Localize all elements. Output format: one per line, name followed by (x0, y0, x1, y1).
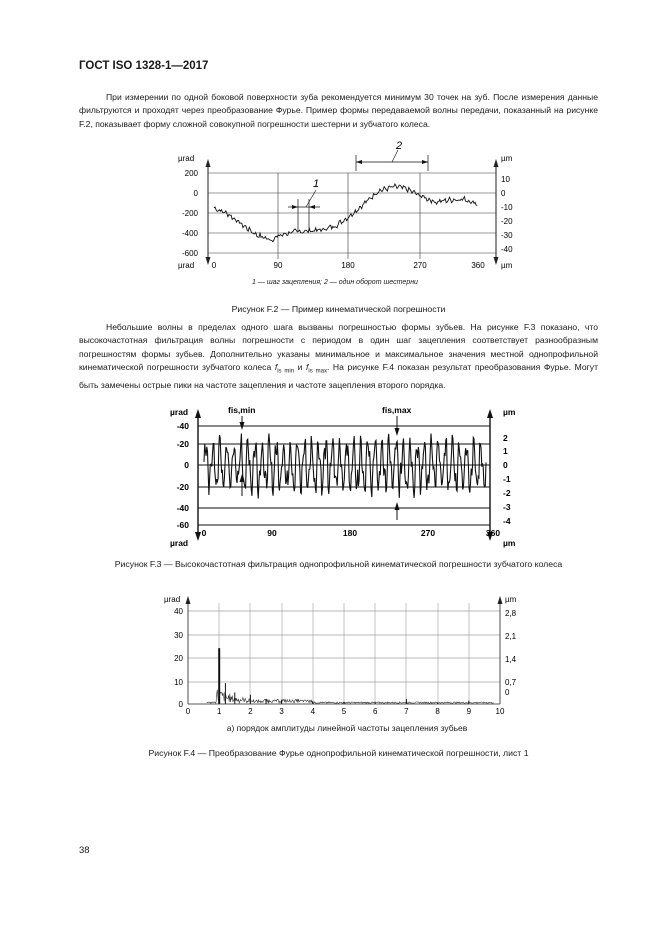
f2-xtick: 360 (471, 261, 485, 270)
f2-annotation-1-marker (288, 190, 320, 231)
paragraph-1 (79, 91, 598, 131)
f4-ytick-left: 0 (178, 700, 183, 709)
f3-max-marker (395, 416, 400, 520)
f4-xtick: 8 (435, 707, 440, 716)
f2-grid (206, 159, 499, 265)
document-header: ГОСТ ISO 1328-1—2017 (79, 60, 209, 72)
f3-left-unit-bottom: µrad (170, 538, 189, 548)
f3-ytick-right: -1 (503, 474, 511, 484)
f4-ytick-right: 2,8 (505, 609, 517, 618)
f2-right-unit: µm (501, 154, 513, 163)
f4-right-unit: µm (505, 595, 517, 604)
f3-right-unit: µm (503, 407, 516, 417)
paragraph-2-text (79, 321, 598, 393)
figure-f3-chart (160, 398, 540, 550)
f3-xtick: 270 (420, 528, 436, 538)
f4-ytick-right: 1,4 (505, 655, 517, 664)
f4-left-unit: µrad (164, 595, 181, 604)
f2-xtick: 180 (341, 261, 355, 270)
f3-ytick-left: -20 (176, 482, 189, 492)
f4-ytick-left: 10 (174, 678, 183, 687)
f2-annotation-2-marker (356, 150, 428, 171)
f2-ytick-left: 0 (193, 189, 198, 198)
paragraph-2 (79, 321, 598, 393)
f4-xtick: 7 (404, 707, 409, 716)
f2-ytick-right: 0 (501, 189, 506, 198)
f3-xtick: 180 (342, 528, 358, 538)
f3-ytick-right: -4 (503, 516, 511, 526)
f3-xtick: 360 (485, 528, 501, 538)
f3-annotation-min: fis,min (228, 405, 256, 415)
page-number: 38 (79, 845, 90, 856)
f2-annotation-2: 2 (396, 140, 403, 152)
f4-ytick-left: 20 (174, 654, 183, 663)
f2-xtick: 0 (211, 261, 217, 270)
f2-ytick-right: -20 (501, 217, 513, 226)
paragraph-2-and: и (294, 362, 307, 373)
paragraph-2-part-b: . На рисунке F.4 показан результат преобразования Фурье. Могут быть замечены острые пики на частоте зацепления и частоте зацепления второго порядка. (79, 362, 599, 391)
f3-ytick-right: 1 (503, 446, 508, 456)
f4-ytick-left: 30 (174, 631, 183, 640)
f4-ytick-right: 2,1 (505, 632, 517, 641)
f4-caption: Рисунок F.4 — Преобразование Фурье однопрофильной кинематической погрешности, лист 1 (148, 748, 529, 758)
f4-xtick: 0 (185, 707, 191, 716)
f3-left-unit: µrad (170, 407, 189, 417)
f3-ytick-left: -20 (176, 439, 189, 449)
f4-xtick: 2 (248, 707, 253, 716)
f3-ytick-left: -40 (176, 421, 189, 431)
f4-xtick: 4 (310, 707, 316, 716)
f2-caption: Рисунок F.2 — Пример кинематической погрешности (231, 304, 446, 314)
f2-ytick-left: -400 (181, 229, 198, 238)
f4-ytick-right: 0,7 (505, 678, 517, 687)
f3-series-line (204, 434, 486, 499)
f4-xtick: 5 (341, 707, 347, 716)
f4-xtick: 6 (372, 707, 378, 716)
f2-annotation-1: 1 (313, 178, 320, 190)
f4-xtick: 9 (466, 707, 472, 716)
f4-grid (186, 596, 503, 704)
f2-ytick-right: -10 (501, 203, 513, 212)
f2-ytick-left: -200 (181, 209, 198, 218)
f4-xtick: 1 (216, 707, 222, 716)
f2-left-unit: µrad (178, 154, 195, 163)
f2-ytick-right: 10 (501, 175, 510, 184)
f3-xtick: 90 (267, 528, 277, 538)
f2-legend: 1 — шаг зацепления; 2 — один оборот шестерни (252, 279, 418, 286)
f3-ytick-right: -3 (503, 502, 511, 512)
f3-ytick-right: 0 (503, 460, 508, 470)
f2-xtick: 270 (413, 261, 427, 270)
subscript-is-min: is min (277, 368, 295, 375)
f3-xtick: 0 (201, 528, 207, 538)
f3-ytick-right: 2 (503, 433, 508, 443)
f2-ytick-left: 200 (184, 169, 198, 178)
f4-ytick-left: 40 (174, 607, 183, 616)
figure-f2-chart (170, 135, 530, 275)
f2-ytick-right: -40 (501, 245, 513, 254)
f2-ytick-left: -600 (181, 249, 198, 258)
f4-xtick: 3 (279, 707, 284, 716)
f3-annotation-max: fis,max (382, 405, 412, 415)
paragraph-1-text: При измерении по одной боковой поверхности зуба рекомендуется минимум 30 точек на зуб. После измерения данные фильтруются и проходят через преобразование Фурье. Пример формы передаваемой волны передачи, показанный на рисунке F.2, показывает форму сложной совокупной погрешности шестерни и зубчатого колеса. (79, 92, 598, 129)
f2-right-unit-bottom: µm (501, 261, 513, 270)
symbol-f: f (306, 362, 309, 373)
paragraph-2-part-a: Небольшие волны в пределах одного шага вызваны погрешностью формы зубьев. На рисунке F.3 показано, что высокочастотная фильтрация волны погрешности с периодом в один шаг зацепления соответствует разнообразным погрешностям формы зубьев. Дополнительно указаны минимальное и максимальное значения местной однопрофильной кинематической погрешности зубчатого колеса (79, 322, 598, 373)
f3-caption: Рисунок F.3 — Высокочастотная фильтрация однопрофильной кинематической погрешности зубчатого колеса (114, 559, 563, 569)
f4-sub-caption: а) порядок амплитуды линейной частоты зацепления зубьев (226, 723, 468, 733)
figure-f4-chart (162, 593, 532, 723)
f2-ytick-right: -30 (501, 231, 513, 240)
f3-ytick-left: -40 (176, 503, 189, 513)
f4-xtick: 10 (495, 707, 505, 716)
f3-ytick-right: -2 (503, 488, 511, 498)
f2-left-unit-bottom: µrad (178, 261, 195, 270)
f3-right-unit-bottom: µm (503, 538, 516, 548)
f2-xtick: 90 (273, 261, 283, 270)
subscript-is-max: is max (308, 368, 327, 375)
f3-ytick-left: 0 (184, 460, 189, 470)
f3-ytick-left: -60 (176, 520, 189, 530)
f4-ytick-right: 0 (505, 688, 510, 697)
symbol-f: f (274, 362, 278, 373)
